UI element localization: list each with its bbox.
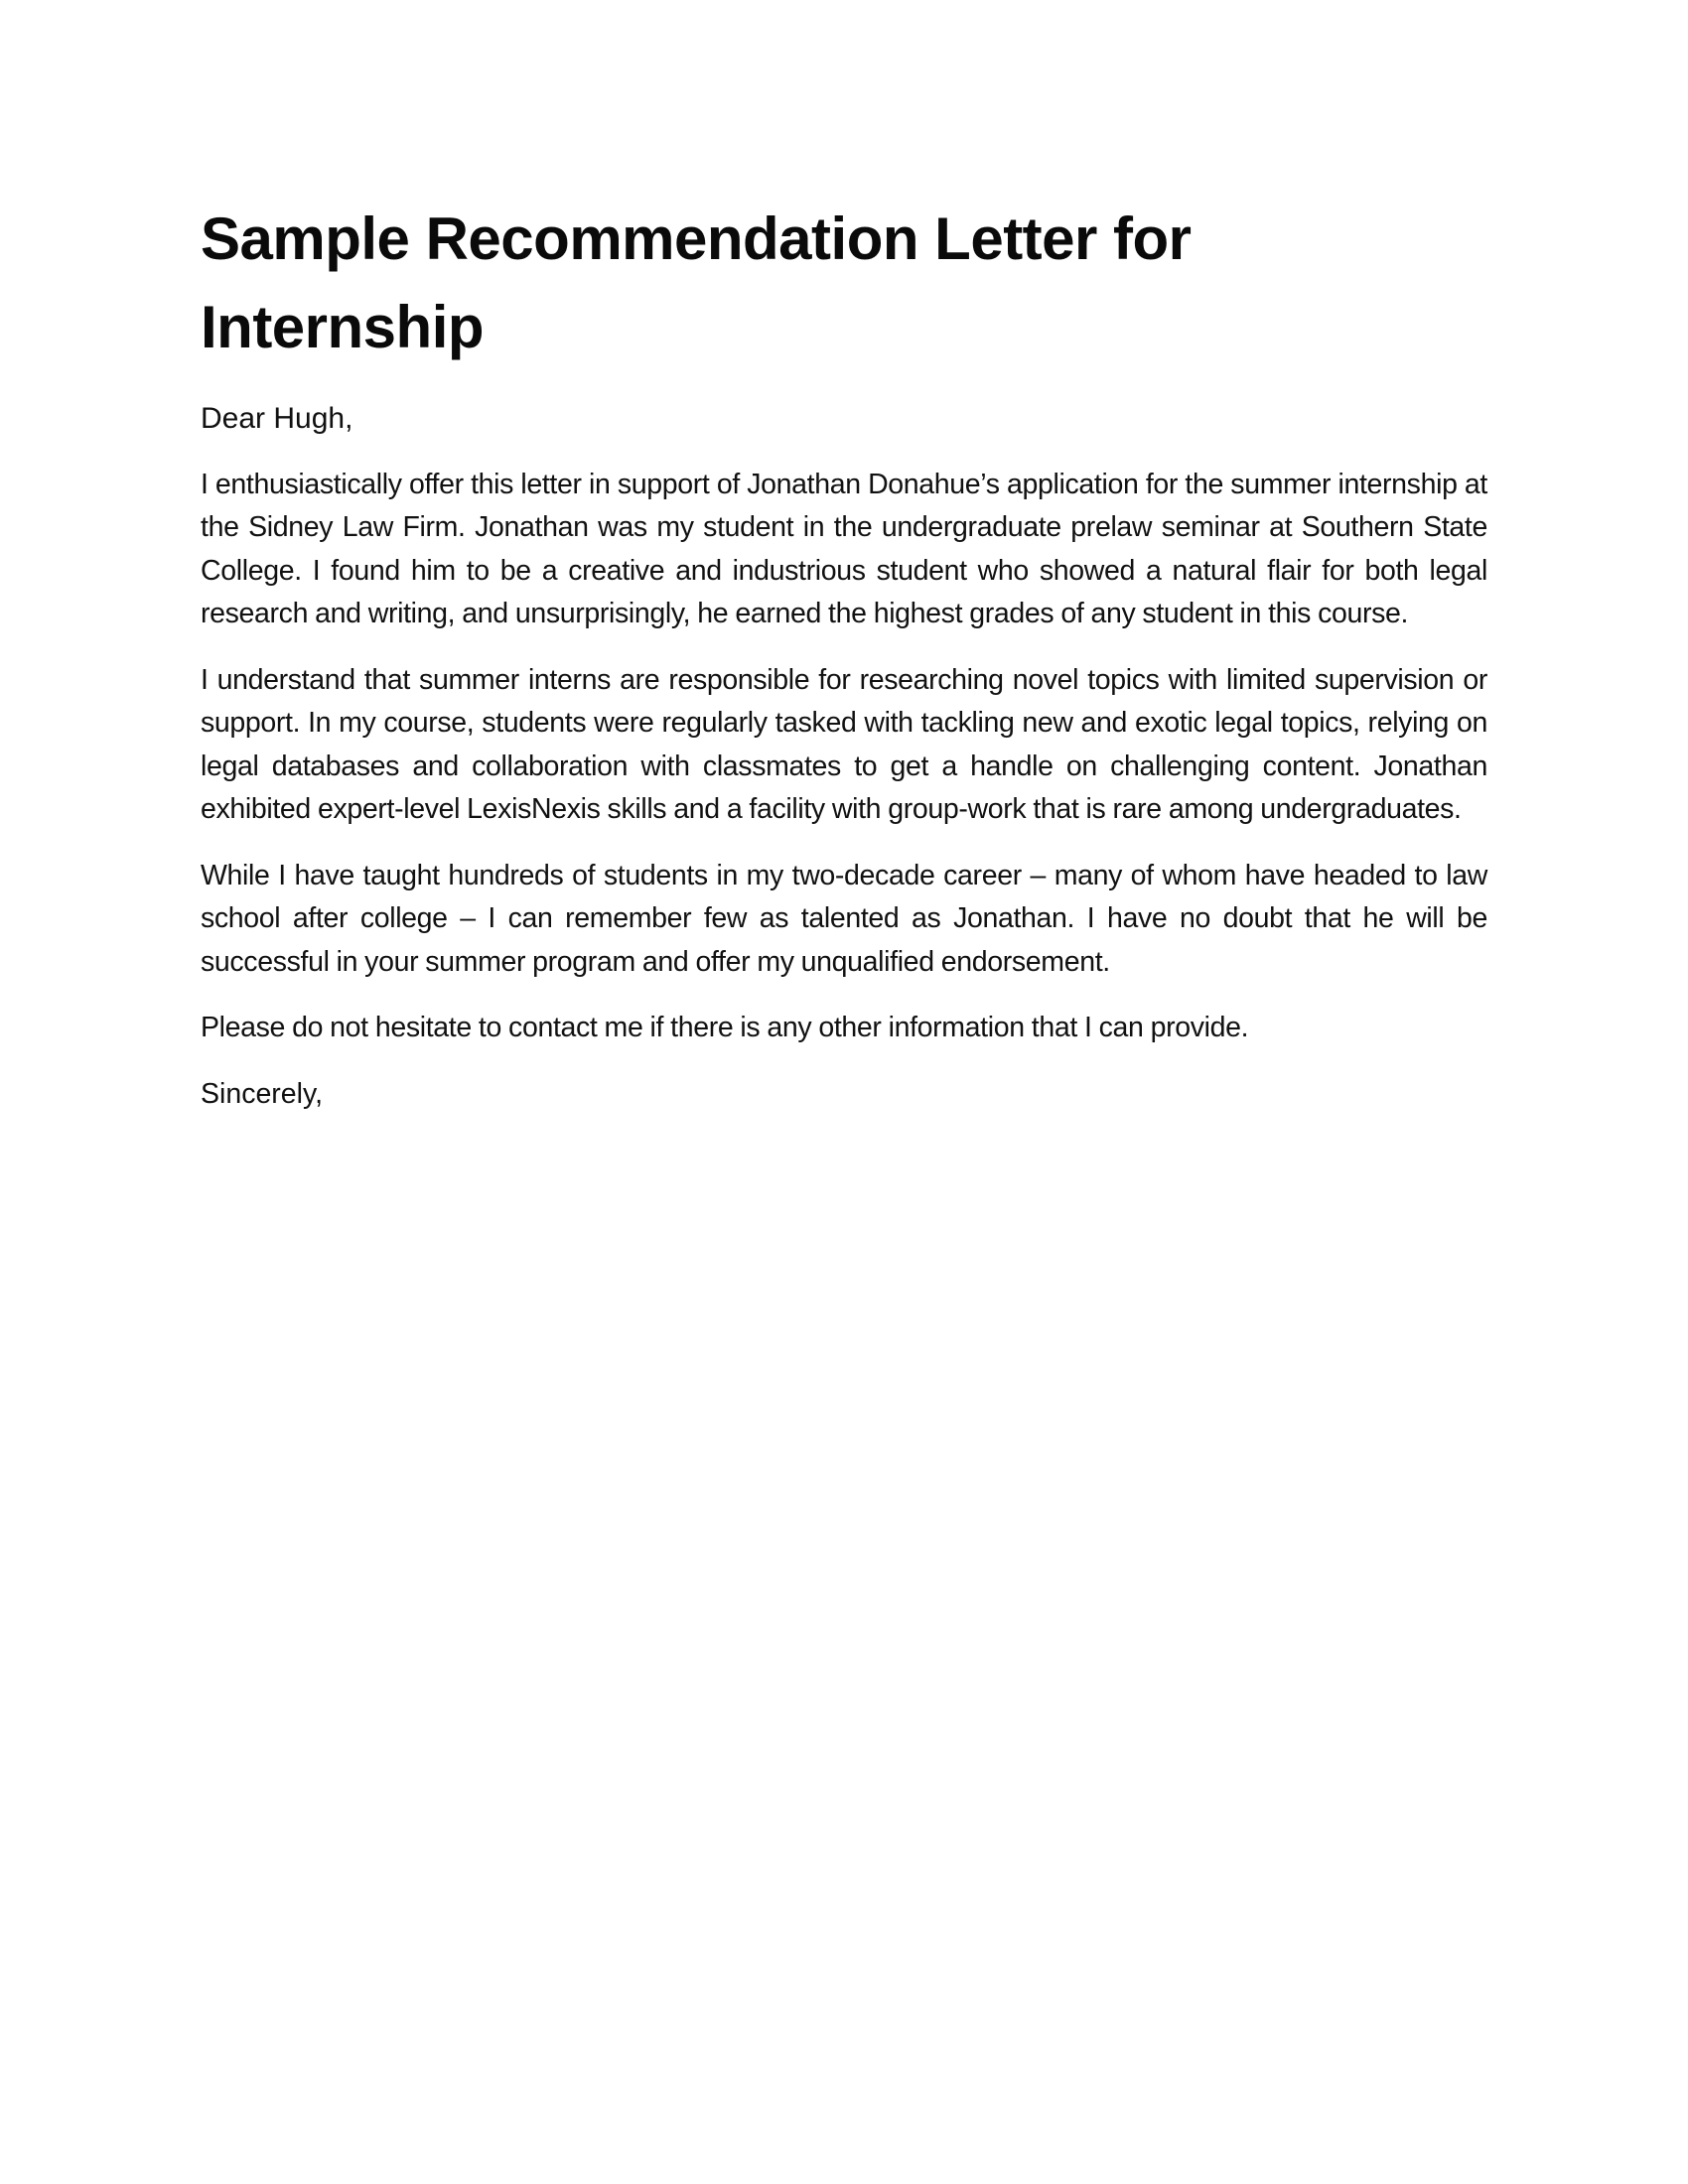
closing: Sincerely, bbox=[201, 1077, 324, 1110]
paragraph-skills: I understand that summer interns are responsible for researching novel topics with limited supervision or support. In my course, students were regularly tasked with tackling new and exotic legal topics, relying on legal databases and collaboration with classmates to get a handle on challenging content. Jonathan exhibited expert-level LexisNexis skills and a facility with group-work that is rare among undergraduates. bbox=[201, 663, 1487, 825]
letter-title: Sample Recommendation Letter for Internship bbox=[201, 205, 1192, 360]
salutation: Dear Hugh, bbox=[201, 402, 353, 435]
paragraph-support: I enthusiastically offer this letter in support of Jonathan Donahue’s application for the summer internship at the Sidney Law Firm. Jonathan was my student in the undergraduate prelaw seminar at Southern State College. I found him to be a creative and industrious student who showed a natural flair for both legal research and writing, and unsurprisingly, he earned the highest grades of any student in this course. bbox=[201, 468, 1487, 629]
paragraph-contact: Please do not hesitate to contact me if there is any other information that I can provide. bbox=[201, 1012, 1249, 1043]
letter-page bbox=[201, 195, 1487, 1116]
paragraph-endorsement: While I have taught hundreds of students in my two-decade career – many of whom have headed to law school after college – I can remember few as talented as Jonathan. I have no doubt that he will be successful in your summer program and offer my unqualified endorsement. bbox=[201, 859, 1487, 978]
